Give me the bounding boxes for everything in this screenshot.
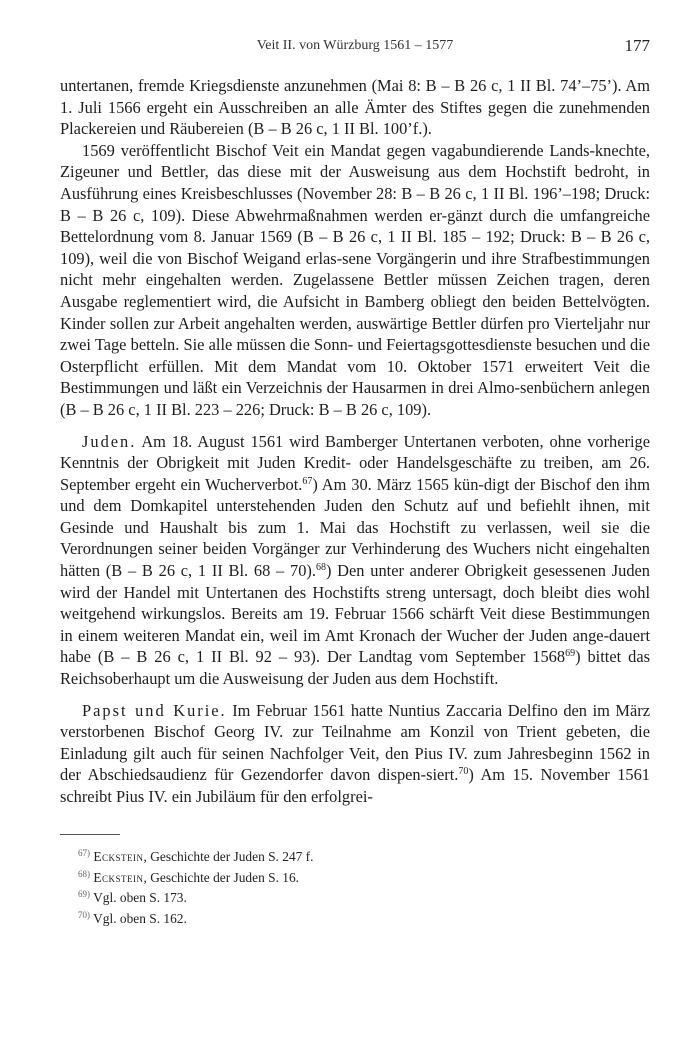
paragraph-2: 1569 veröffentlicht Bischof Veit ein Mandat gegen vagabundierende Lands-knechte, Zigeuner und Bettler, das diese mit der Ausweisung aus dem Hochstift bedroht, in Ausführung eines Kreisbeschlusses (November 28: B – B 26 c, 1 II Bl. 196’–198; Druck: B – B 26 c, 109). Diese Abwehrmaßnahmen werden er-gänzt durch die umfangreiche Bettelordnung vom 8. Januar 1569 (B – B 26 c, 1 II Bl. 185 – 192; Druck: B – B 26 c, 109), weil die von Bischof Weigand erlas-sene Vorgängerin und ihre Strafbestimmungen nicht mehr eingehalten werden. Zugelassene Bettler müssen Zeichen tragen, deren Ausgabe reglementiert wird, die Aufsicht in Bamberg obliegt den beiden Bettelvögten. Kinder sollen zur Arbeit angehalten werden, auswärtige Bettler dürfen pro Vierteljahr nur zwei Tage betteln. Sie alle müssen die Sonn- und Feiertagsgottesdienste besuchen und die Osterpflicht erfüllen. Mit dem Mandat vom 10. Oktober 1571 erweitert Veit die Bestimmungen und läßt ein Verzeichnis der Hausarmen in drei Almo-senbüchern anlegen (B – B 26 c, 1 II Bl. 223 – 226; Druck: B – B 26 c, 109). <box>60 140 650 419</box>
paragraph-text: ) Am 30. März 1565 kün-digt der Bischof den ihm und dem Domkapitel unterstehenden Juden den Schutz auf und befiehlt ihnen, mit Gesinde und Haushalt bis zum 1. Mai das Hochstift zu verlassen, weil sie die Verordnungen seiner beiden Vorgänger zur Verhinderung des Wuchers nicht eingehalten hätten (B – B 26 c, 1 II Bl. 68 – 70). <box>60 474 650 581</box>
footnote-author: Eckstein <box>93 869 144 885</box>
footnote-text: , Geschichte der Juden S. 247 f. <box>143 849 314 864</box>
footnote-mark: 67) <box>78 848 90 858</box>
footnote-ref-70[interactable]: 70 <box>458 766 469 778</box>
page-number: 177 <box>624 36 650 55</box>
footnote-mark: 68) <box>78 868 90 879</box>
footnote-author: Eckstein <box>93 849 144 864</box>
footnote-text: Vgl. oben S. 173. <box>93 890 187 906</box>
footnote-68 <box>78 866 650 887</box>
footnote-ref-68[interactable]: 68 <box>315 562 326 574</box>
paragraph-text: Im Februar 1561 hatte Nuntius Zaccaria Delfino den im März verstorbenen Bischof Georg IV. zur Teilnahme am Konzil von Trient gebeten, die Einladung gilt auch für seinen Nachfolger Veit, den Pius IV. zum Jahresbeginn 1562 in der Abschiedsaudienz für Gezendorfer davon dispen-siert. <box>60 700 651 785</box>
footnote-mark: 70) <box>78 909 90 920</box>
page-header <box>60 38 650 62</box>
paragraph-text: ) bittet das Reichsoberhaupt um die Ausweisung der Juden aus dem Hochstift. <box>60 647 650 689</box>
paragraph-1: untertanen, fremde Kriegsdienste anzunehmen (Mai 8: B – B 26 c, 1 II Bl. 74’–75’). Am 1. Juli 1566 ergeht ein Ausschreiben an alle Ämter des Stiftes gegen die zunehmenden Plackereien und Räubereien (B – B 26 c, 1 II Bl. 100’f.). <box>60 76 650 139</box>
paragraph-text: ) Am 15. November 1561 schreibt Pius IV. ein Jubiläum für den erfolgrei- <box>60 765 650 806</box>
body-text <box>60 75 650 808</box>
paragraph-juden <box>60 431 650 690</box>
footnotes <box>60 834 650 927</box>
paragraph-papst <box>60 700 650 808</box>
section-heading-juden: Juden. <box>82 431 137 451</box>
running-head: Veit II. von Würzburg 1561 – 1577 <box>256 38 454 53</box>
paragraph-text: ) Den unter anderer Obrigkeit gesessenen Juden wird der Handel mit Untertanen des Hochstifts streng untersagt, doch bleibt dies wohl weitgehend wirkungslos. Bereits am 19. Februar 1566 schärft Veit diese Bestimmungen in einem weiteren Mandat ein, weil im Amt Kronach der Wucher der Juden ange-dauert habe (B – B 26 c, 1 II Bl. 92 – 93). Der Landtag vom September 1568 <box>60 561 650 667</box>
footnote-ref-67[interactable]: 67 <box>302 475 313 487</box>
footnote-text: Vgl. oben S. 162. <box>93 910 187 926</box>
footnote-ref-69[interactable]: 69 <box>565 648 576 660</box>
footnote-70 <box>78 907 650 928</box>
footnote-text: , Geschichte der Juden S. 16. <box>143 869 299 885</box>
paragraph-text: Am 18. August 1561 wird Bamberger Untertanen verboten, ohne vorherige Kenntnis der Obrigkeit mit Juden Kredit- oder Handelsgeschäfte zu treiben, am 26. September ergeht ein Wucherverbot. <box>60 431 650 494</box>
footnote-mark: 69) <box>78 889 90 900</box>
footnote-69 <box>78 886 650 907</box>
section-heading-papst: Papst und Kurie. <box>82 700 227 720</box>
footnote-rule <box>60 834 120 835</box>
footnote-67 <box>78 845 650 866</box>
